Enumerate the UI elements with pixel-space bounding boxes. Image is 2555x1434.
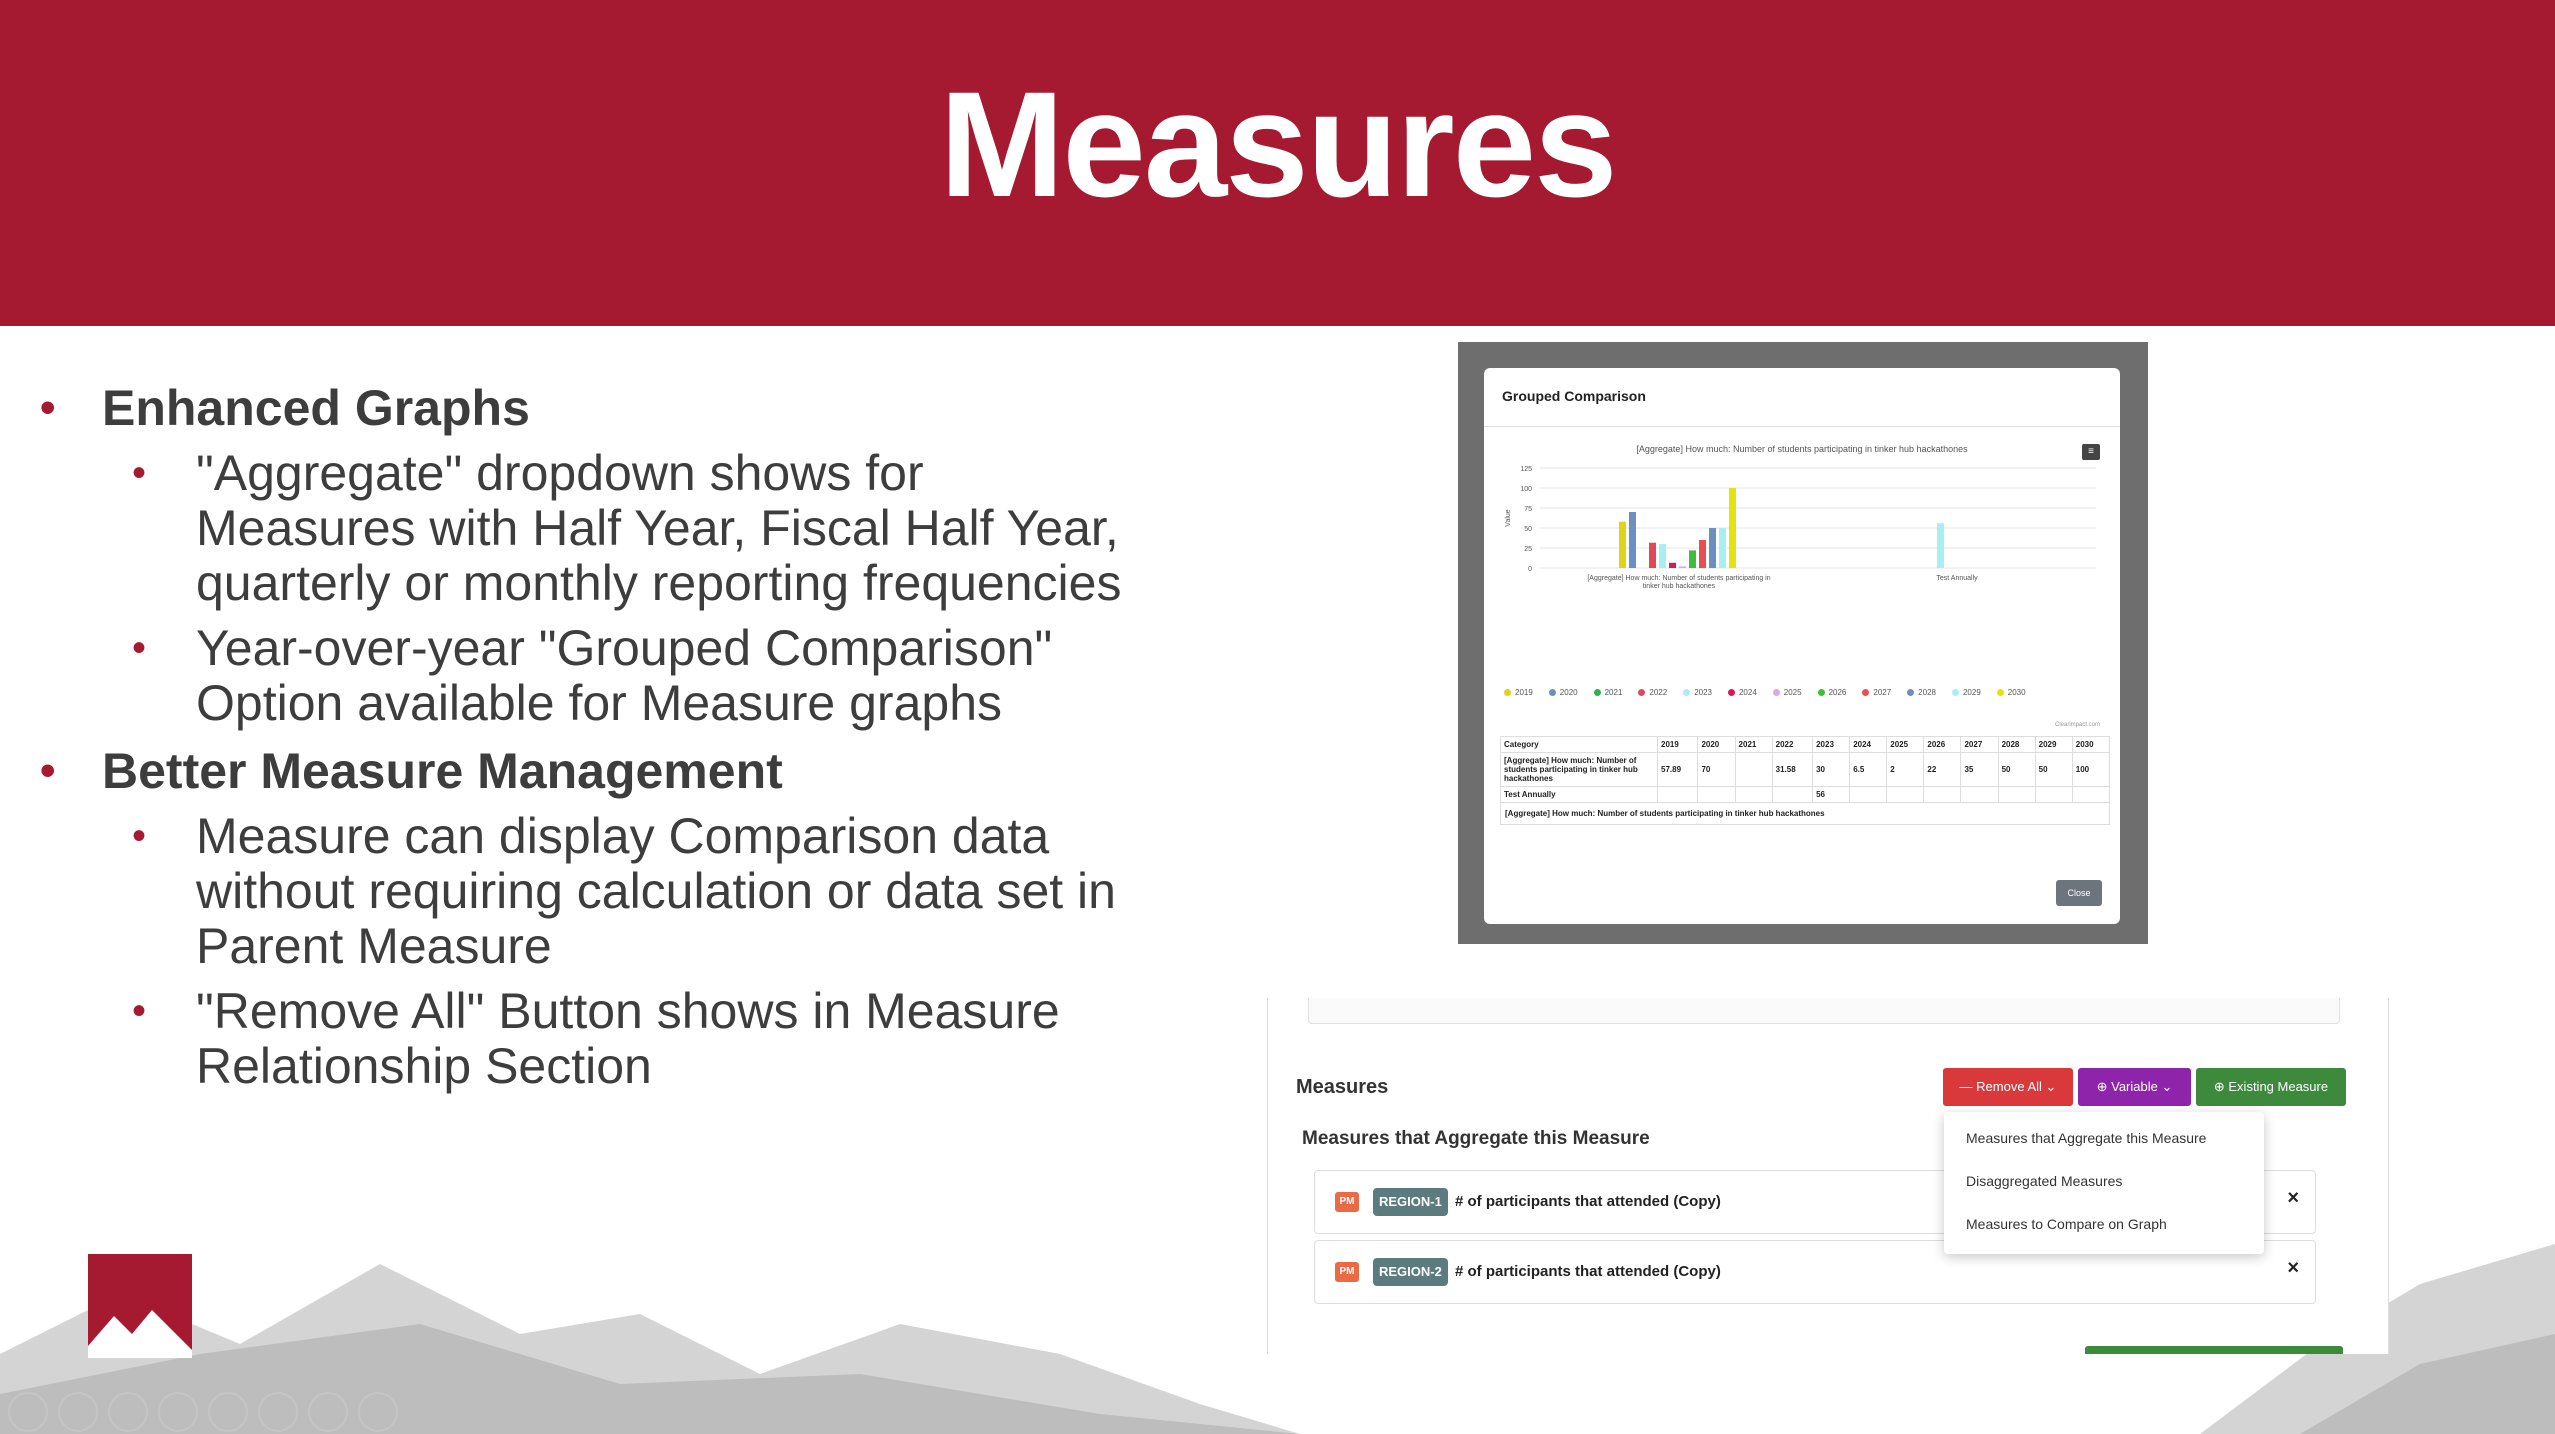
table-row [1501,787,2110,803]
dropdown-item-disaggregated[interactable]: Disaggregated Measures [1966,1173,2123,1189]
y-tick-label: 75 [1524,506,1532,513]
save-button-edge[interactable] [2085,1346,2343,1354]
table-cell [1850,787,1887,803]
legend-item[interactable] [1549,688,1578,697]
measure-label: # of participants that attended (Copy) [1455,1193,1721,1210]
table-cell [1998,787,2035,803]
legend-label: 2025 [1783,688,1802,697]
table-cell: 6.5 [1850,753,1887,787]
close-button[interactable]: Close [2056,880,2102,906]
legend-item[interactable] [1504,688,1533,697]
chart-title: [Aggregate] How much: Number of students participating in tinker hub hackathones [1636,444,1968,454]
bullet-enhanced-graphs: • Enhanced Graphs [40,378,1140,438]
grouped-data-table [1500,736,2110,825]
table-cell: 31.58 [1772,753,1812,787]
legend-item[interactable] [1728,688,1757,697]
more-icon[interactable] [358,1392,398,1432]
region-tag: REGION-1 [1373,1188,1448,1216]
table-header-cell: 2029 [2035,737,2072,753]
hamburger-icon[interactable]: ≡ [2082,444,2100,460]
measure-label: # of participants that attended (Copy) [1455,1263,1721,1280]
variable-label: Variable [2111,1079,2158,1094]
bullet-measure-management: • Better Measure Management [40,741,1140,801]
chart-area [1500,436,2104,706]
camera-icon[interactable] [308,1392,348,1432]
previous-card [1308,998,2340,1024]
bullet-list [40,378,1140,1104]
table-cell [1735,753,1772,787]
sub-bullet-remove-all: • "Remove All" Button shows in Measure Relationship Section [40,984,1140,1094]
table-header-cell: 2019 [1658,737,1698,753]
zoom-icon[interactable] [208,1392,248,1432]
bar [1699,540,1706,568]
legend-item[interactable] [1818,688,1847,697]
grouped-comparison-modal [1484,368,2120,924]
legend-label: 2027 [1873,688,1892,697]
legend-item[interactable] [1862,688,1891,697]
legend-item[interactable] [1594,688,1623,697]
chart-legend [1504,688,2084,697]
grid-icon[interactable] [158,1392,198,1432]
table-cell: 2 [1887,753,1924,787]
bar [1719,528,1726,568]
remove-all-button[interactable] [1943,1068,2073,1106]
legend-label: 2021 [1604,688,1623,697]
close-icon[interactable]: × [2287,1187,2299,1209]
bar [1689,550,1696,568]
chevron-down-icon: ⌄ [2157,1079,2173,1094]
bar [1729,488,1736,568]
table-header-cell: 2025 [1887,737,1924,753]
table-cell: 100 [2072,753,2109,787]
legend-label: 2026 [1828,688,1847,697]
legend-label: 2020 [1559,688,1578,697]
x-tick-label: Test Annually [1936,575,1978,582]
table-cell: Test Annually [1501,787,1658,803]
table-header-cell: 2028 [1998,737,2035,753]
legend-dot [1952,689,1959,696]
legend-item[interactable] [1952,688,1981,697]
table-cell: 50 [2035,753,2072,787]
next-slide-icon[interactable] [58,1392,98,1432]
plus-circle-icon: ⊕ [2096,1079,2112,1094]
table-cell [2072,787,2109,803]
legend-item[interactable] [1683,688,1712,697]
table-header-row [1501,737,2110,753]
table-header-cell: 2024 [1850,737,1887,753]
legend-label: 2029 [1962,688,1981,697]
y-axis-label: Value [1505,509,1512,527]
slide-title: Measures [939,60,1616,228]
sub-bullet-aggregate: • "Aggregate" dropdown shows for Measures with Half Year, Fiscal Half Year, quarterly or monthly reporting frequencies [40,446,1140,611]
table-cell: 35 [1961,753,1998,787]
table-cell: 56 [1813,787,1850,803]
table-caption-row [1501,803,2110,825]
existing-measure-label: Existing Measure [2228,1079,2329,1094]
legend-dot [1683,689,1690,696]
close-icon[interactable]: × [2287,1257,2299,1279]
slide-header [0,0,2555,326]
legend-item[interactable] [1907,688,1936,697]
dropdown-item-compare[interactable]: Measures to Compare on Graph [1966,1216,2167,1232]
dropdown-item-aggregate[interactable]: Measures that Aggregate this Measure [1966,1130,2207,1146]
legend-label: 2019 [1515,688,1533,697]
bar [1669,563,1676,568]
legend-label: 2030 [2007,688,2026,697]
legend-dot [1907,689,1914,696]
sub-bullet-comparison: • Measure can display Comparison data without requiring calculation or data set in Parent Measure [40,809,1140,974]
legend-dot [1504,689,1511,696]
bar [1619,522,1626,568]
table-header-cell: 2026 [1924,737,1961,753]
table-cell: 50 [1998,753,2035,787]
remove-all-dropdown [1944,1112,2264,1254]
minus-icon: — [1959,1079,1977,1094]
legend-dot [1997,689,2004,696]
table-cell [1924,787,1961,803]
logo-icon [88,1254,192,1358]
table-header-cell: 2027 [1961,737,1998,753]
legend-dot [1549,689,1556,696]
bar-chart [1500,456,2104,706]
table-header-cell: 2023 [1813,737,1850,753]
pm-badge: PM [1335,1262,1359,1282]
variable-button[interactable] [2078,1068,2191,1106]
table-cell [1772,787,1812,803]
modal-title: Grouped Comparison [1502,388,1646,404]
chevron-down-icon: ⌄ [2041,1079,2057,1094]
y-tick-label: 125 [1520,466,1532,473]
y-tick-label: 0 [1528,566,1532,573]
legend-label: 2022 [1649,688,1668,697]
bar [1679,566,1686,568]
measure-relationships-screenshot [1267,998,2389,1354]
legend-item[interactable] [1638,688,1667,697]
legend-item[interactable] [1997,688,2026,697]
bar [1629,512,1636,568]
table-cell: 57.89 [1658,753,1698,787]
table-header-cell: 2022 [1772,737,1812,753]
prev-slide-icon[interactable] [8,1392,48,1432]
legend-dot [1773,689,1780,696]
bar [1659,544,1666,568]
bar [1649,543,1656,568]
table-cell [1698,787,1735,803]
presentation-controls [8,1392,398,1432]
table-cell [1961,787,1998,803]
legend-item[interactable] [1773,688,1802,697]
legend-dot [1638,689,1645,696]
y-tick-label: 25 [1524,546,1532,553]
table-header-cell: Category [1501,737,1658,753]
legend-dot [1594,689,1601,696]
x-tick-label: [Aggregate] How much: Number of students participating in tinker hub hackathones [1587,575,1771,590]
pm-badge: PM [1335,1192,1359,1212]
plus-circle-icon: ⊕ [2213,1079,2229,1094]
legend-dot [1728,689,1735,696]
remove-all-label: Remove All [1976,1079,2042,1094]
y-tick-label: 100 [1520,486,1532,493]
bar [1937,523,1944,568]
table-cell [2035,787,2072,803]
existing-measure-button[interactable] [2196,1068,2346,1106]
table-cell [1887,787,1924,803]
table-cell [1735,787,1772,803]
table-row [1501,753,2110,787]
modal-divider [1484,426,2120,427]
legend-dot [1818,689,1825,696]
measures-heading: Measures [1296,1076,1389,1098]
table-caption: [Aggregate] How much: Number of students participating in tinker hub hackathones [1501,803,2110,825]
region-tag: REGION-2 [1373,1258,1448,1286]
section-title: Measures that Aggregate this Measure [1302,1128,1650,1149]
legend-label: 2023 [1694,688,1712,697]
table-header-cell: 2020 [1698,737,1735,753]
grouped-comparison-screenshot [1458,342,2148,944]
table-cell: 70 [1698,753,1735,787]
table-header-cell: 2021 [1735,737,1772,753]
table-cell: 22 [1924,753,1961,787]
legend-dot [1862,689,1869,696]
subtitle-icon[interactable] [258,1392,298,1432]
chart-credit: Clearimpact.com [2054,722,2100,728]
table-cell: [Aggregate] How much: Number of students participating in tinker hub hackathones [1501,753,1658,787]
bar [1709,528,1716,568]
table-cell [1658,787,1698,803]
y-tick-label: 50 [1524,526,1532,533]
legend-label: 2024 [1738,688,1757,697]
pen-icon[interactable] [108,1392,148,1432]
table-header-cell: 2030 [2072,737,2109,753]
table-cell: 30 [1813,753,1850,787]
legend-label: 2028 [1918,688,1936,697]
sub-bullet-grouped: • Year-over-year "Grouped Comparison" Option available for Measure graphs [40,621,1140,731]
